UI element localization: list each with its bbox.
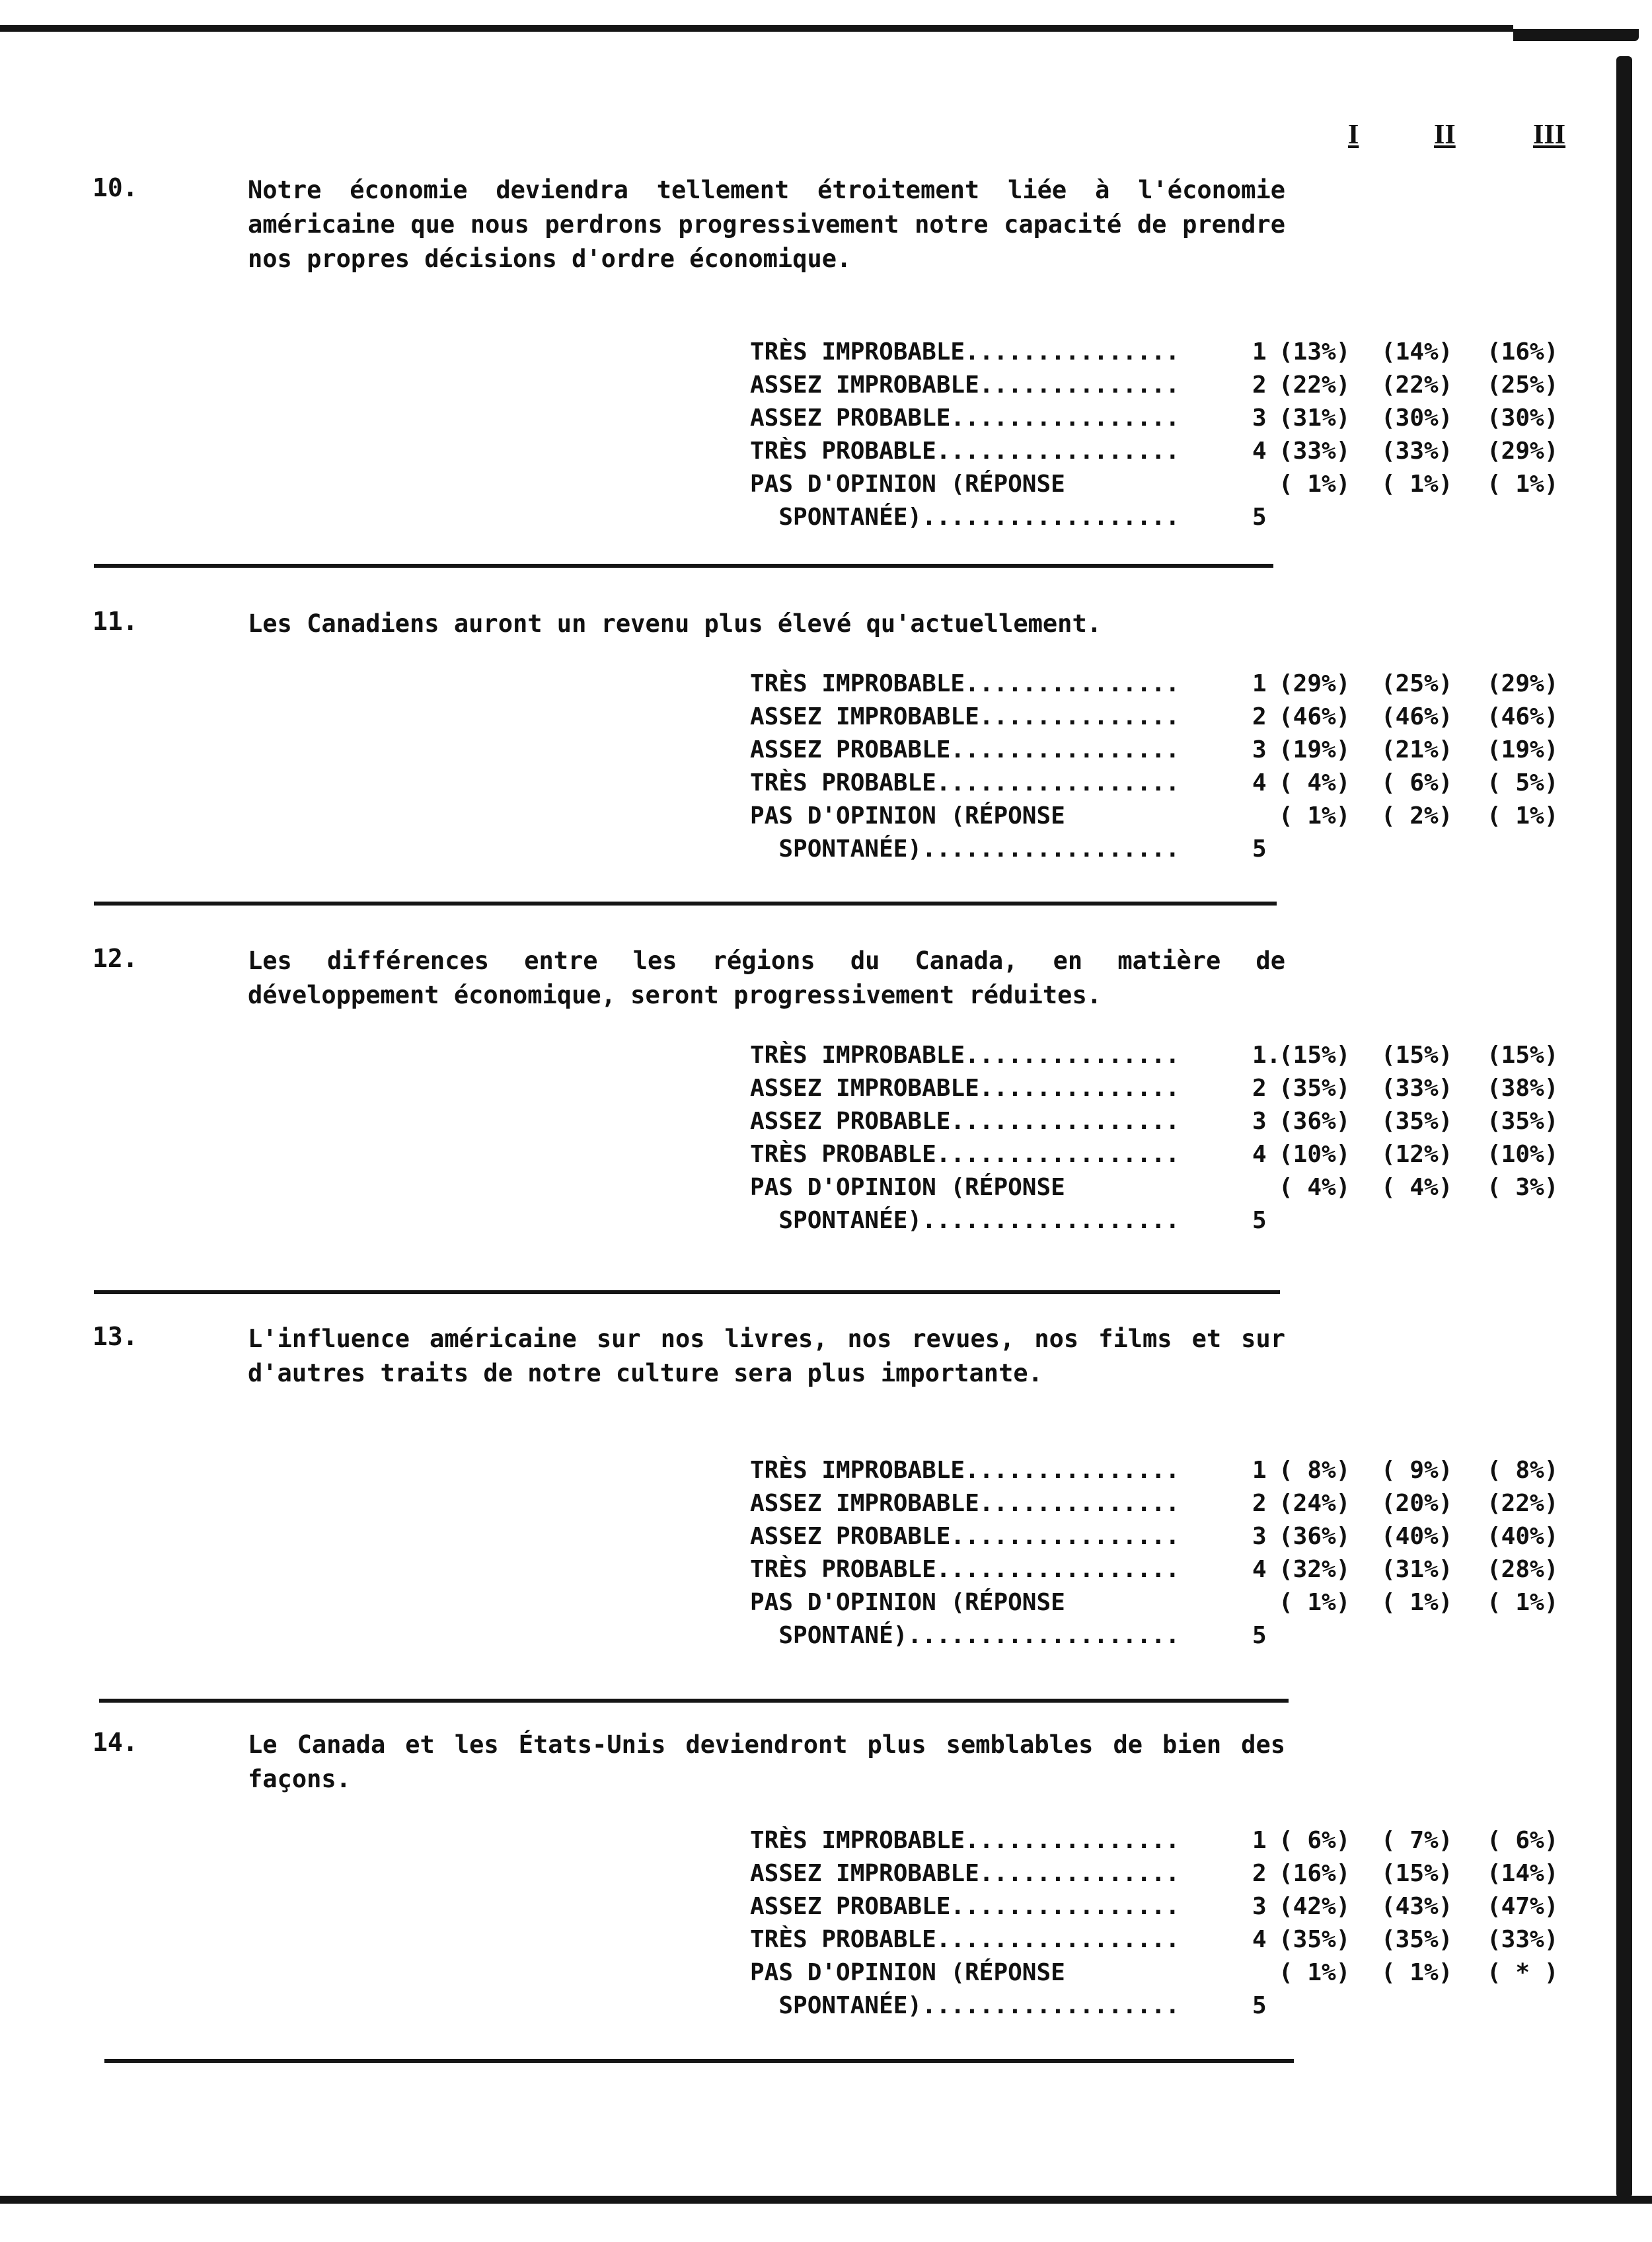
percent-col-3: (33%) (1487, 1926, 1559, 1953)
answer-label: SPONTANÉE).................. (750, 504, 1180, 531)
answer-code: 1 (1252, 670, 1267, 697)
percent-col-1: (42%) (1279, 1893, 1351, 1920)
answer-code: 1 (1252, 338, 1267, 366)
section-divider (104, 2059, 1294, 2063)
answer-label: ASSEZ IMPROBABLE.............. (750, 1075, 1180, 1102)
answer-code: 1 (1252, 1827, 1267, 1854)
answer-row (750, 1586, 1652, 1619)
question-number: 11. (93, 607, 138, 636)
percent-col-2: (21%) (1381, 736, 1453, 763)
answer-label: SPONTANÉE).................. (750, 835, 1180, 863)
answer-label: TRÈS IMPROBABLE............... (750, 338, 1180, 366)
percent-col-3: ( 6%) (1487, 1827, 1559, 1854)
percent-col-2: ( 1%) (1381, 471, 1453, 498)
answer-row (750, 1520, 1652, 1553)
percent-col-3: (29%) (1487, 438, 1559, 465)
percent-col-2: (40%) (1381, 1523, 1453, 1550)
percent-col-3: (19%) (1487, 736, 1559, 763)
percent-col-3: ( 1%) (1487, 1589, 1559, 1616)
section-divider (94, 564, 1273, 568)
question-text: L'influence américaine sur nos livres, nos revues, nos films et sur d'autres traits de notre culture sera plus importante. (248, 1325, 1285, 1387)
percent-col-3: (35%) (1487, 1108, 1559, 1135)
answer-row (750, 767, 1652, 800)
answer-list (750, 1039, 1652, 1237)
percent-col-2: (25%) (1381, 670, 1453, 697)
answer-row (750, 468, 1652, 501)
percent-col-2: (15%) (1381, 1860, 1453, 1887)
percent-col-3: (25%) (1487, 371, 1559, 399)
answer-code: 3 (1252, 1108, 1267, 1135)
answer-label: TRÈS IMPROBABLE............... (750, 670, 1180, 697)
answer-label: ASSEZ IMPROBABLE.............. (750, 371, 1180, 399)
answer-code: 2 (1252, 703, 1267, 730)
answer-row (750, 501, 1652, 534)
answer-label: PAS D'OPINION (RÉPONSE (750, 1959, 1065, 1986)
question-text: Les Canadiens auront un revenu plus élevé qu'actuellement. (248, 609, 1102, 638)
answer-row (750, 1105, 1652, 1138)
percent-col-1: (32%) (1279, 1556, 1351, 1583)
section-divider (94, 902, 1277, 906)
page-frame-top (0, 25, 1513, 32)
answer-code: 3 (1252, 1523, 1267, 1550)
answer-label: TRÈS PROBABLE................. (750, 769, 1180, 796)
answer-label: PAS D'OPINION (RÉPONSE (750, 1589, 1065, 1616)
question-text: Les différences entre les régions du Canada, en matière de développement économique, seront progressivement réduites. (248, 947, 1285, 1009)
answer-label: ASSEZ PROBABLE................ (750, 1523, 1180, 1550)
percent-col-2: ( 1%) (1381, 1589, 1453, 1616)
percent-col-1: (22%) (1279, 371, 1351, 399)
question-number: 12. (93, 944, 138, 973)
question-text: Le Canada et les États-Unis deviendront plus semblables de bien des façons. (248, 1730, 1285, 1793)
column-headers (1308, 119, 1599, 165)
percent-col-3: (16%) (1487, 338, 1559, 366)
answer-label: ASSEZ IMPROBABLE.............. (750, 1860, 1180, 1887)
percent-col-2: (46%) (1381, 703, 1453, 730)
answer-row (750, 1039, 1652, 1072)
percent-col-1: (15%) (1279, 1042, 1351, 1069)
answer-label: ASSEZ IMPROBABLE.............. (750, 1490, 1180, 1517)
answer-row (750, 734, 1652, 767)
answer-label: TRÈS PROBABLE................. (750, 438, 1180, 465)
percent-col-1: (35%) (1279, 1075, 1351, 1102)
percent-col-2: ( 7%) (1381, 1827, 1453, 1854)
percent-col-2: (12%) (1381, 1141, 1453, 1168)
percent-col-3: ( * ) (1487, 1959, 1559, 1986)
percent-col-1: (13%) (1279, 338, 1351, 366)
answer-code: 5 (1252, 1207, 1267, 1234)
percent-col-1: (31%) (1279, 405, 1351, 432)
percent-col-2: ( 9%) (1381, 1457, 1453, 1484)
answer-label: ASSEZ PROBABLE................ (750, 1893, 1180, 1920)
answer-row (750, 668, 1652, 701)
percent-col-3: (29%) (1487, 670, 1559, 697)
question-number: 13. (93, 1322, 138, 1351)
percent-col-3: ( 8%) (1487, 1457, 1559, 1484)
answer-row (750, 1487, 1652, 1520)
percent-col-3: (46%) (1487, 703, 1559, 730)
answer-code: 3 (1252, 736, 1267, 763)
percent-col-3: (15%) (1487, 1042, 1559, 1069)
answer-label: TRÈS PROBABLE................. (750, 1141, 1180, 1168)
answer-label: ASSEZ IMPROBABLE.............. (750, 703, 1180, 730)
answer-code: 4 (1252, 769, 1267, 796)
percent-col-2: (22%) (1381, 371, 1453, 399)
answer-code: 4 (1252, 1141, 1267, 1168)
percent-col-1: ( 1%) (1279, 1959, 1351, 1986)
percent-col-2: (35%) (1381, 1926, 1453, 1953)
percent-col-3: ( 1%) (1487, 471, 1559, 498)
percent-col-3: ( 5%) (1487, 769, 1559, 796)
percent-col-2: ( 1%) (1381, 1959, 1453, 1986)
answer-code: 5 (1252, 835, 1267, 863)
percent-col-2: ( 2%) (1381, 802, 1453, 830)
percent-col-1: ( 6%) (1279, 1827, 1351, 1854)
column-header-1: I (1348, 120, 1359, 150)
answer-code: 4 (1252, 1556, 1267, 1583)
answer-row (750, 1204, 1652, 1237)
answer-label: PAS D'OPINION (RÉPONSE (750, 1174, 1065, 1201)
percent-col-1: ( 4%) (1279, 1174, 1351, 1201)
answer-label: TRÈS IMPROBABLE............... (750, 1457, 1180, 1484)
answer-row (750, 833, 1652, 866)
section-divider (99, 1699, 1289, 1703)
percent-col-2: ( 4%) (1381, 1174, 1453, 1201)
percent-col-1: (24%) (1279, 1490, 1351, 1517)
percent-col-1: (19%) (1279, 736, 1351, 763)
answer-row (750, 1990, 1652, 2023)
answer-row (750, 1923, 1652, 1956)
answer-code: 5 (1252, 1622, 1267, 1649)
question-number: 10. (93, 173, 138, 202)
percent-col-1: (10%) (1279, 1141, 1351, 1168)
percent-col-3: (47%) (1487, 1893, 1559, 1920)
question-text: Notre économie deviendra tellement étroitement liée à l'économie américaine que nous perdrons progressivement notre capacité de prendre nos propres décisions d'ordre économique. (248, 176, 1285, 273)
answer-label: ASSEZ PROBABLE................ (750, 736, 1180, 763)
percent-col-1: (36%) (1279, 1108, 1351, 1135)
answer-code: 4 (1252, 1926, 1267, 1953)
page-frame-bottom (0, 2196, 1652, 2204)
answer-row (750, 701, 1652, 734)
answer-row (750, 1956, 1652, 1990)
answer-code: 2 (1252, 1490, 1267, 1517)
answer-label: PAS D'OPINION (RÉPONSE (750, 471, 1065, 498)
percent-col-1: ( 1%) (1279, 802, 1351, 830)
percent-col-2: (33%) (1381, 438, 1453, 465)
answer-code: 3 (1252, 405, 1267, 432)
answer-label: ASSEZ PROBABLE................ (750, 405, 1180, 432)
percent-col-3: (22%) (1487, 1490, 1559, 1517)
answer-label: TRÈS IMPROBABLE............... (750, 1042, 1180, 1069)
percent-col-1: (46%) (1279, 703, 1351, 730)
answer-row (750, 1138, 1652, 1171)
percent-col-2: (35%) (1381, 1108, 1453, 1135)
percent-col-2: (15%) (1381, 1042, 1453, 1069)
percent-col-2: (43%) (1381, 1893, 1453, 1920)
answer-row (750, 369, 1652, 402)
percent-col-2: (14%) (1381, 338, 1453, 366)
answer-row (750, 402, 1652, 435)
percent-col-2: (31%) (1381, 1556, 1453, 1583)
percent-col-1: (33%) (1279, 438, 1351, 465)
answer-code: 1 (1252, 1457, 1267, 1484)
percent-col-1: (16%) (1279, 1860, 1351, 1887)
answer-row (750, 800, 1652, 833)
column-header-2: II (1434, 120, 1456, 150)
answer-row (750, 1171, 1652, 1204)
percent-col-2: ( 6%) (1381, 769, 1453, 796)
answer-row (750, 1619, 1652, 1652)
answer-label: TRÈS IMPROBABLE............... (750, 1827, 1180, 1854)
answer-row (750, 1857, 1652, 1890)
answer-list (750, 1454, 1652, 1652)
percent-col-3: (40%) (1487, 1523, 1559, 1550)
answer-row (750, 1454, 1652, 1487)
answer-label: ASSEZ PROBABLE................ (750, 1108, 1180, 1135)
answer-row (750, 435, 1652, 468)
percent-col-2: (33%) (1381, 1075, 1453, 1102)
percent-col-3: (10%) (1487, 1141, 1559, 1168)
answer-code: 1. (1252, 1042, 1281, 1069)
answer-label: TRÈS PROBABLE................. (750, 1556, 1180, 1583)
percent-col-1: ( 1%) (1279, 1589, 1351, 1616)
answer-row (750, 1890, 1652, 1923)
column-header-3: III (1533, 120, 1566, 150)
answer-code: 3 (1252, 1893, 1267, 1920)
question-number: 14. (93, 1728, 138, 1757)
answer-row (750, 1824, 1652, 1857)
percent-col-3: ( 3%) (1487, 1174, 1559, 1201)
percent-col-1: (36%) (1279, 1523, 1351, 1550)
answer-label: SPONTANÉE).................. (750, 1207, 1180, 1234)
answer-code: 2 (1252, 1075, 1267, 1102)
percent-col-3: (38%) (1487, 1075, 1559, 1102)
answer-code: 4 (1252, 438, 1267, 465)
answer-label: PAS D'OPINION (RÉPONSE (750, 802, 1065, 830)
answer-row (750, 1553, 1652, 1586)
answer-list (750, 1824, 1652, 2023)
section-divider (94, 1290, 1280, 1294)
answer-code: 2 (1252, 371, 1267, 399)
percent-col-1: ( 1%) (1279, 471, 1351, 498)
answer-row (750, 336, 1652, 369)
percent-col-1: (29%) (1279, 670, 1351, 697)
percent-col-3: (30%) (1487, 405, 1559, 432)
answer-list (750, 336, 1652, 534)
percent-col-3: (28%) (1487, 1556, 1559, 1583)
answer-label: SPONTANÉE).................. (750, 1992, 1180, 2019)
answer-code: 5 (1252, 504, 1267, 531)
percent-col-1: ( 8%) (1279, 1457, 1351, 1484)
answer-list (750, 668, 1652, 866)
percent-col-3: ( 1%) (1487, 802, 1559, 830)
answer-row (750, 1072, 1652, 1105)
answer-label: SPONTANÉ)................... (750, 1622, 1180, 1649)
percent-col-3: (14%) (1487, 1860, 1559, 1887)
answer-label: TRÈS PROBABLE................. (750, 1926, 1180, 1953)
page-frame-corner (1513, 29, 1639, 41)
percent-col-1: ( 4%) (1279, 769, 1351, 796)
answer-code: 5 (1252, 1992, 1267, 2019)
percent-col-1: (35%) (1279, 1926, 1351, 1953)
percent-col-2: (30%) (1381, 405, 1453, 432)
answer-code: 2 (1252, 1860, 1267, 1887)
percent-col-2: (20%) (1381, 1490, 1453, 1517)
